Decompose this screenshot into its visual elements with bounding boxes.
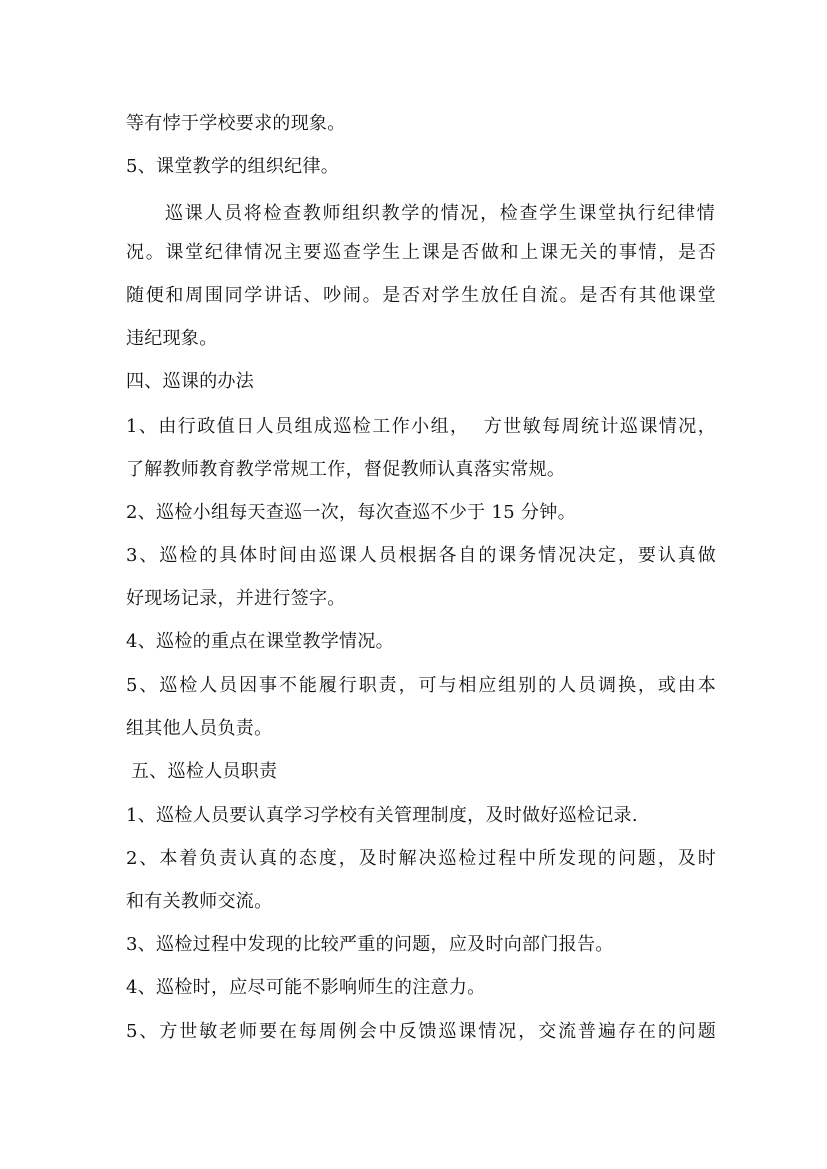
text-line: 等有悖于学校要求的现象。 (126, 113, 346, 134)
text-line: 了解教师教育教学常规工作，督促教师认真落实常规。 (126, 459, 566, 480)
text-line: 5、课堂教学的组织纪律。 (126, 156, 340, 177)
text-line: 2、巡检小组每天查巡一次，每次查巡不少于 15 分钟。 (126, 502, 576, 523)
text-line: 组其他人员负责。 (126, 718, 273, 739)
section-heading: 五、巡检人员职责 (131, 761, 278, 782)
section-heading: 四、巡课的办法 (126, 371, 255, 392)
paragraph-line: 5、巡检人员因事不能履行职责，可与相应组别的人员调换，或由本 (126, 675, 716, 696)
paragraph-line: 况。课堂纪律情况主要巡查学生上课是否做和上课无关的事情，是否 (126, 242, 716, 263)
paragraph-line: 2、本着负责认真的态度，及时解决巡检过程中所发现的问题，及时 (126, 848, 716, 869)
text-line: 1、巡检人员要认真学习学校有关管理制度，及时做好巡检记录. (126, 805, 638, 826)
text-line: 3、巡检过程中发现的比较严重的问题，应及时向部门报告。 (126, 934, 614, 955)
text-line: 和有关教师交流。 (126, 891, 273, 912)
paragraph-line: 1、由行政值日人员组成巡检工作小组， 方世敏每周统计巡课情况， (126, 416, 716, 437)
paragraph-line: 5、方世敏老师要在每周例会中反馈巡课情况，交流普遍存在的问题 (126, 1021, 716, 1042)
paragraph-line: 随便和周围同学讲话、吵闹。是否对学生放任自流。是否有其他课堂 (126, 285, 716, 306)
paragraph-line: 巡课人员将检查教师组织教学的情况，检查学生课堂执行纪律情 (165, 203, 715, 224)
text-line: 4、巡检的重点在课堂教学情况。 (126, 631, 394, 652)
text-line: 好现场记录，并进行签字。 (126, 588, 346, 609)
text-line: 违纪现象。 (126, 328, 218, 349)
paragraph-line: 3、巡检的具体时间由巡课人员根据各自的课务情况决定，要认真做 (126, 545, 716, 566)
text-line: 4、巡检时，应尽可能不影响师生的注意力。 (126, 977, 486, 998)
